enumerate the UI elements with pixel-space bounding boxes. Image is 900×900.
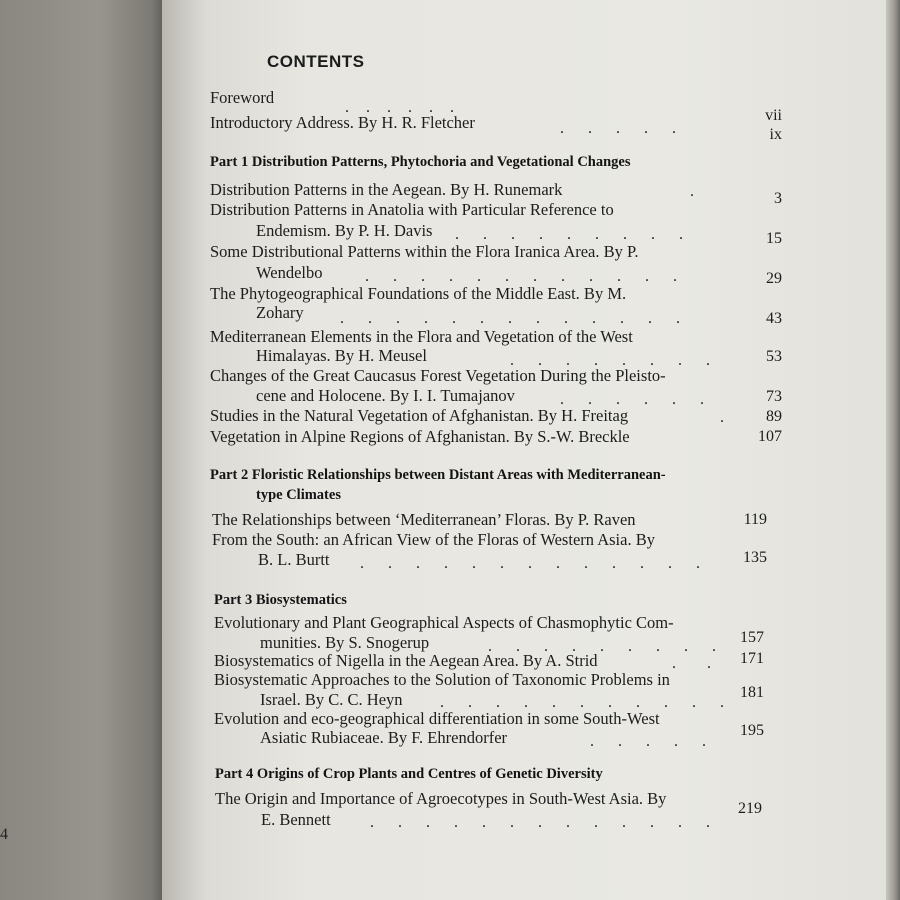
leader-dots: . . . . . . . . .	[455, 226, 686, 243]
part-heading: Part 2 Floristic Relationships between Distant Areas with Mediterranean-	[210, 467, 666, 483]
toc-entry-title: The Origin and Importance of Agroecotypes in South-West Asia. By	[215, 789, 667, 808]
page-number: 73	[766, 388, 782, 405]
toc-entry-title: Some Distributional Patterns within the Flora Iranica Area. By P.	[210, 242, 639, 261]
toc-entry-title: Introductory Address. By H. R. Fletcher	[210, 113, 475, 132]
toc-entry-continuation: B. L. Burtt	[258, 550, 330, 569]
part-heading-continuation: type Climates	[256, 487, 341, 503]
page-number: 15	[766, 230, 782, 247]
toc-entry-title: Studies in the Natural Vegetation of Afghanistan. By H. Freitag	[210, 406, 629, 425]
page-number: 135	[743, 549, 767, 566]
page-title: CONTENTS	[267, 52, 365, 71]
toc-entry-continuation: Israel. By C. C. Heyn	[260, 690, 403, 709]
leader-dots: . . . . . . . .	[510, 352, 713, 369]
leader-dots: .	[720, 409, 727, 426]
part-heading: Part 3 Biosystematics	[214, 592, 347, 608]
page-number: 119	[743, 511, 767, 528]
page-number: 89	[766, 408, 782, 425]
toc-entry-continuation: Endemism. By P. H. Davis	[256, 221, 433, 240]
page-number: 53	[766, 348, 782, 365]
toc-entry-title: Vegetation in Alpine Regions of Afghanistan. By S.-W. Breckle	[210, 427, 630, 446]
leader-dots: . . . . . . . . . . . . .	[340, 310, 683, 327]
toc-entry-title: Changes of the Great Caucasus Forest Vegetation During the Pleisto-	[210, 366, 666, 385]
toc-entry-continuation: Himalayas. By H. Meusel	[256, 346, 427, 365]
page-number: 29	[766, 270, 782, 287]
page-number: 107	[758, 428, 782, 445]
toc-entry-continuation: cene and Holocene. By I. I. Tumajanov	[256, 386, 515, 405]
toc-entry-title: From the South: an African View of the Floras of Western Asia. By	[212, 530, 655, 549]
toc-entry-title: Biosystematics of Nigella in the Aegean Area. By A. Strid	[214, 651, 598, 670]
page-number: 3	[774, 190, 782, 207]
leader-dots: . . . . . . . . .	[488, 638, 719, 655]
toc-entry-title: Mediterranean Elements in the Flora and Vegetation of the West	[210, 327, 633, 346]
leader-dots: . . . . . .	[560, 391, 707, 408]
leader-dots: . . . . . . . . . . . . .	[370, 814, 713, 831]
left-page-mark: 4	[0, 826, 8, 843]
leader-dots: . .	[672, 655, 714, 672]
leader-dots: .	[690, 183, 697, 200]
part-heading: Part 1 Distribution Patterns, Phytochoria and Vegetational Changes	[210, 154, 631, 170]
page-number: vii	[765, 107, 782, 124]
page-number: 219	[738, 800, 762, 817]
leader-dots: . . . . . . . . . . .	[440, 694, 727, 711]
leader-dots: . . . . .	[560, 120, 679, 137]
page-number: 195	[740, 722, 764, 739]
page-number: 171	[740, 650, 764, 667]
page-number: ix	[769, 126, 782, 143]
toc-entry-title: Evolutionary and Plant Geographical Aspects of Chasmophytic Com-	[214, 613, 674, 632]
toc-entry-title: Biosystematic Approaches to the Solution of Taxonomic Problems in	[214, 670, 670, 689]
toc-entry-title: Evolution and eco-geographical differentiation in some South-West	[214, 709, 660, 728]
leader-dots: . . . . . . . . . . . .	[365, 268, 680, 285]
toc-entry-continuation: E. Bennett	[261, 810, 331, 829]
page-number: 43	[766, 310, 782, 327]
leader-dots: . . . . . .	[345, 99, 457, 116]
toc-entry-continuation: Asiatic Rubiaceae. By F. Ehrendorfer	[260, 728, 508, 747]
page-number: 181	[740, 684, 764, 701]
toc-entry-title: The Relationships between ‘Mediterranean’ Floras. By P. Raven	[212, 510, 636, 529]
toc-entry-continuation: munities. By S. Snogerup	[260, 633, 430, 652]
part-heading: Part 4 Origins of Crop Plants and Centres of Genetic Diversity	[215, 766, 603, 782]
leader-dots: . . . . . . . . . . . . .	[360, 555, 703, 572]
toc-entry-continuation: Wendelbo	[256, 263, 323, 282]
toc-entry-title: Foreword	[210, 88, 275, 107]
toc-entry-title: Distribution Patterns in Anatolia with Particular Reference to	[210, 200, 614, 219]
toc-entry-title: Distribution Patterns in the Aegean. By H. Runemark	[210, 180, 563, 199]
leader-dots: . . . . .	[590, 733, 709, 750]
toc-entry-continuation: Zohary	[256, 303, 304, 322]
toc-entry-title: The Phytogeographical Foundations of the Middle East. By M.	[210, 284, 627, 303]
page-number: 157	[740, 629, 764, 646]
